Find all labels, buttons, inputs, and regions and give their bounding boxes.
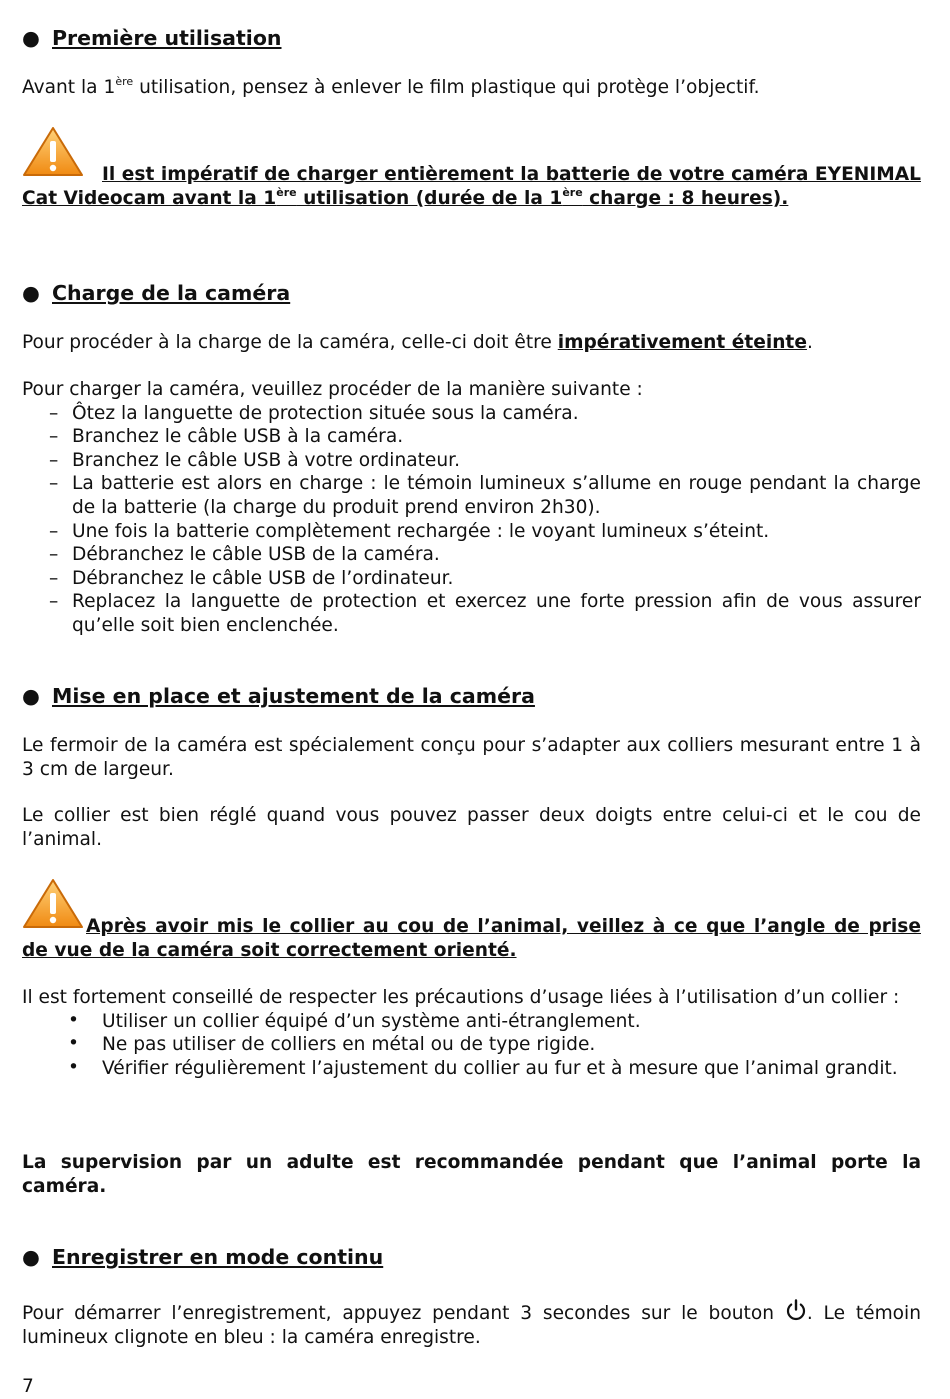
charge-steps-block (22, 378, 921, 638)
list-item: – Branchez le câble USB à votre ordinateur. (49, 449, 460, 471)
section-title: Première utilisation (52, 26, 282, 50)
bullet-mark: ● (22, 1245, 40, 1269)
section-title: Mise en place et ajustement de la caméra (52, 684, 535, 708)
list-item: • Vérifier régulièrement l’ajustement du collier au fur et à mesure que l’animal grandit. (68, 1056, 898, 1079)
power-icon (785, 1299, 807, 1321)
list-item: • Ne pas utiliser de colliers en métal ou de type rigide. (68, 1033, 596, 1056)
section-title: Charge de la caméra (52, 281, 291, 305)
precautions-block (22, 986, 921, 1080)
placement-paragraph-3: Il est fortement conseillé de respecter les précautions d’usage liées à l’utilisation d’un collier : (22, 987, 900, 1008)
bullet-mark: ● (22, 26, 40, 50)
list-item: – Débranchez le câble USB de la caméra. (49, 544, 440, 566)
list-item: – La batterie est alors en charge : le témoin lumineux s’allume en rouge pendant la charge de la batterie (la charge du produit prend environ 2h30). (49, 473, 921, 518)
recording-paragraph: Pour démarrer l’enregistrement, appuyez pendant 3 secondes sur le bouton . Le témoin lumineux clignote en bleu : la caméra enregistre. (22, 1299, 921, 1349)
list-item: – Replacez la languette de protection et exercez une forte pression afin de vous assurer qu’elle soit bien enclenchée. (49, 591, 921, 636)
charge-paragraph-1: Pour procéder à la charge de la caméra, celle-ci doit être impérativement éteinte. (22, 332, 813, 353)
charge-paragraph-2: Pour charger la caméra, veuillez procéder de la manière suivante : (22, 379, 643, 400)
bullet-mark: ● (22, 281, 40, 305)
first-use-intro: Avant la 1ère utilisation, pensez à enlever le film plastique qui protège l’objectif. (22, 75, 760, 98)
section-heading-first-use (22, 27, 921, 51)
list-item: – Une fois la batterie complètement rechargée : le voyant lumineux s’éteint. (49, 520, 770, 542)
placement-paragraph-1: Le fermoir de la caméra est spécialement conçu pour s’adapter aux colliers mesurant entre 1 à 3 cm de largeur. (22, 735, 921, 780)
list-item: – Branchez le câble USB à la caméra. (49, 426, 404, 448)
section-heading-charge (22, 282, 921, 306)
first-use-warning: Il est impératif de charger entièrement la batterie de votre caméra EYENIMAL Cat Videocam avant la 1ère utilisation (durée de la 1ère charge : 8 heures). (22, 164, 921, 209)
charge-steps-list (22, 402, 921, 638)
list-item: – Débranchez le câble USB de l’ordinateur. (49, 567, 454, 589)
list-item: – Ôtez la languette de protection située sous la caméra. (49, 402, 579, 424)
section-heading-placement (22, 685, 921, 709)
placement-paragraph-2: Le collier est bien réglé quand vous pouvez passer deux doigts entre celui-ci et le cou de l’animal. (22, 805, 921, 850)
bullet-mark: ● (22, 684, 40, 708)
placement-warning: Après avoir mis le collier au cou de l’animal, veillez à ce que l’angle de prise de vue de la caméra soit correctement orienté. (22, 916, 921, 961)
supervision-note: La supervision par un adulte est recommandée pendant que l’animal porte la caméra. (22, 1152, 921, 1197)
section-title: Enregistrer en mode continu (52, 1245, 384, 1269)
section-heading-recording (22, 1246, 921, 1270)
list-item: • Utiliser un collier équipé d’un système anti-étranglement. (68, 1009, 641, 1032)
precautions-list (22, 1010, 921, 1081)
page-number: 7 (22, 1376, 34, 1397)
